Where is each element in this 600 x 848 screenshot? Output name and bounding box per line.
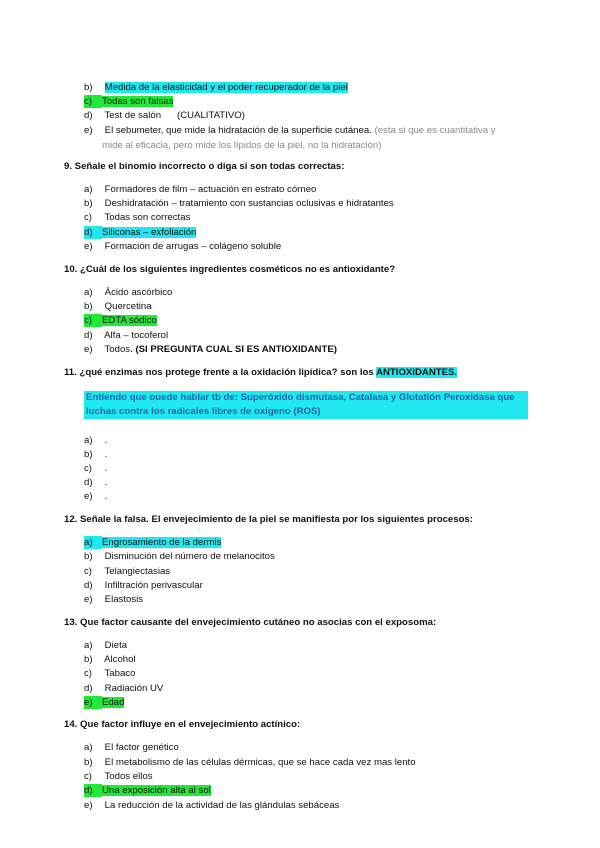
option-label: c)	[84, 95, 102, 108]
option-label: c)	[84, 463, 92, 474]
option-label: c)	[84, 212, 92, 223]
option-label: e)	[84, 696, 102, 709]
option-text: .	[104, 449, 108, 460]
question-11-title-text: 11. ¿qué enzimas nos protege frente a la oxidación lipídica? son los	[64, 367, 374, 378]
option-text: Alfa – tocoferol	[104, 330, 169, 341]
option-text: EDTA sódico	[102, 315, 157, 326]
option-text: Formadores de film – actuación en estrato córneo	[104, 184, 317, 195]
option-label: d)	[84, 784, 102, 797]
option-label: b)	[84, 757, 93, 768]
question-13-title: 13. Que factor causante del envejecimiento cutáneo no asocias con el exposoma:	[64, 617, 437, 628]
q11-option-e	[84, 490, 107, 503]
q9-option-b	[84, 197, 394, 210]
option-text: Siliconas – exfoliación	[102, 227, 197, 238]
option-text: .	[104, 491, 108, 502]
question-10-title: 10. ¿Cuál de los siguientes ingredientes cosméticos no es antioxidante?	[64, 264, 396, 275]
option-label: b)	[84, 654, 93, 665]
option-label: b)	[84, 301, 93, 312]
option-label: c)	[84, 771, 92, 782]
option-text: Todos.	[104, 344, 133, 355]
q13-option-e	[84, 696, 124, 709]
option-label: b)	[84, 449, 93, 460]
option-label: c)	[84, 668, 92, 679]
q14-option-e	[84, 799, 339, 812]
option-label: e)	[84, 344, 93, 355]
q12-option-d	[84, 579, 203, 592]
option-label: d)	[84, 226, 102, 239]
option-label: d)	[84, 580, 93, 591]
option-text: Infiltración perivascular	[104, 580, 203, 591]
option-label: e)	[84, 491, 93, 502]
q10-option-a	[84, 286, 172, 299]
option-text: Edad	[102, 697, 125, 708]
option-label: a)	[84, 640, 93, 651]
option-label: c)	[84, 314, 102, 327]
option-label: d)	[84, 330, 93, 341]
q12-option-e	[84, 593, 143, 606]
q11-option-a	[84, 434, 107, 447]
option-text: Engrosamiento de la dermis	[102, 537, 222, 548]
option-label: a)	[84, 184, 93, 195]
option-label: c)	[84, 566, 92, 577]
option-label: b)	[84, 198, 93, 209]
q9-option-c	[84, 211, 190, 224]
option-text: Quercetina	[104, 301, 152, 312]
q9-option-a	[84, 183, 316, 196]
option-text: .	[104, 463, 108, 474]
option-text: Formación de arrugas – colágeno soluble	[104, 241, 282, 252]
option-text: Medida de la elasticidad y el poder recuperador de la piel	[104, 82, 348, 93]
option-text: Dieta	[104, 640, 128, 651]
q10-option-e	[84, 343, 337, 356]
q8-option-d	[84, 109, 245, 122]
q13-option-d	[84, 682, 163, 695]
option-text: Telangiectasias	[104, 566, 171, 577]
option-note: (SI PREGUNTA CUAL SI ES ANTIOXIDANTE)	[135, 344, 337, 355]
option-text: Disminución del número de melanocitos	[104, 551, 275, 562]
q14-option-a	[84, 741, 179, 754]
q13-option-c	[84, 667, 135, 680]
option-label: d)	[84, 477, 93, 488]
option-text: .	[104, 435, 108, 446]
option-label: d)	[84, 110, 93, 121]
question-12-title: 12. Señale la falsa. El envejecimiento de la piel se manifiesta por los siguientes procesos:	[64, 514, 473, 525]
q10-option-b	[84, 300, 152, 313]
q8-option-b	[84, 81, 348, 94]
option-label: e)	[84, 125, 93, 136]
option-label: e)	[84, 594, 93, 605]
option-text: .	[104, 477, 108, 488]
option-label: a)	[84, 435, 93, 446]
option-label: e)	[84, 241, 93, 252]
option-text: Ácido ascórbico	[104, 287, 173, 298]
option-label: b)	[84, 82, 93, 93]
q8-option-e	[84, 124, 496, 137]
q9-option-d	[84, 226, 196, 239]
option-text: El metabolismo de las células dérmicas, que se hace cada vez mas lento	[104, 757, 416, 768]
q14-option-c	[84, 770, 153, 783]
q13-option-b	[84, 653, 136, 666]
option-text: La reducción de la actividad de las glándulas sebáceas	[104, 800, 340, 811]
option-text: Todos ellos	[104, 771, 153, 782]
option-label: a)	[84, 287, 93, 298]
option-label: e)	[84, 800, 93, 811]
q14-option-d	[84, 784, 211, 797]
q8-option-c	[84, 95, 173, 108]
note-text: Entiendo que ouede hablar tb de: Superóxido dismutasa, Catalasa y Glutatión Peroxidasa que luchas contra los radicales libres de oxígeno (ROS)	[86, 392, 515, 417]
option-note: (esta si que es cuantitativa y	[374, 125, 496, 136]
option-label: d)	[84, 683, 93, 694]
q13-option-a	[84, 639, 127, 652]
q11-option-c	[84, 462, 107, 475]
q10-option-d	[84, 329, 168, 342]
question-11-title-highlight: ANTIOXIDANTES.	[376, 367, 458, 378]
q8-option-e-note-cont: mide al eficacia, pero mide los lípidos de la piel, no la hidratación)	[102, 140, 382, 151]
option-text: Una exposición alta al sol	[102, 785, 211, 796]
q11-option-d	[84, 476, 107, 489]
q14-option-b	[84, 756, 416, 769]
option-text: Elastosis	[104, 594, 144, 605]
q12-option-b	[84, 550, 275, 563]
question-11-note	[84, 391, 528, 419]
option-text: Radiación UV	[104, 683, 164, 694]
option-text: Test de salón (CUALITATIVO)	[104, 110, 245, 121]
question-9-title: 9. Señale el binomio incorrecto o diga si son todas correctas:	[64, 161, 345, 172]
option-text: Alcohol	[104, 654, 136, 665]
option-label: a)	[84, 536, 102, 549]
option-text: Todas son falsas	[102, 96, 174, 107]
q9-option-e	[84, 240, 281, 253]
q12-option-a	[84, 536, 221, 549]
option-text: Todas son correctas	[104, 212, 191, 223]
question-11-title	[64, 366, 457, 379]
q12-option-c	[84, 565, 170, 578]
option-text: El factor genético	[104, 742, 179, 753]
option-text: Deshidratación – tratamiento con sustancias oclusivas e hidratantes	[104, 198, 394, 209]
q10-option-c	[84, 314, 157, 327]
q11-option-b	[84, 448, 107, 461]
question-14-title: 14. Que factor influye en el envejecimiento actínico:	[64, 719, 301, 730]
option-text: Tabaco	[104, 668, 136, 679]
option-label: b)	[84, 551, 93, 562]
option-label: a)	[84, 742, 93, 753]
option-text: El sebumeter, que mide la hidratación de la superficie cutánea.	[104, 125, 372, 136]
